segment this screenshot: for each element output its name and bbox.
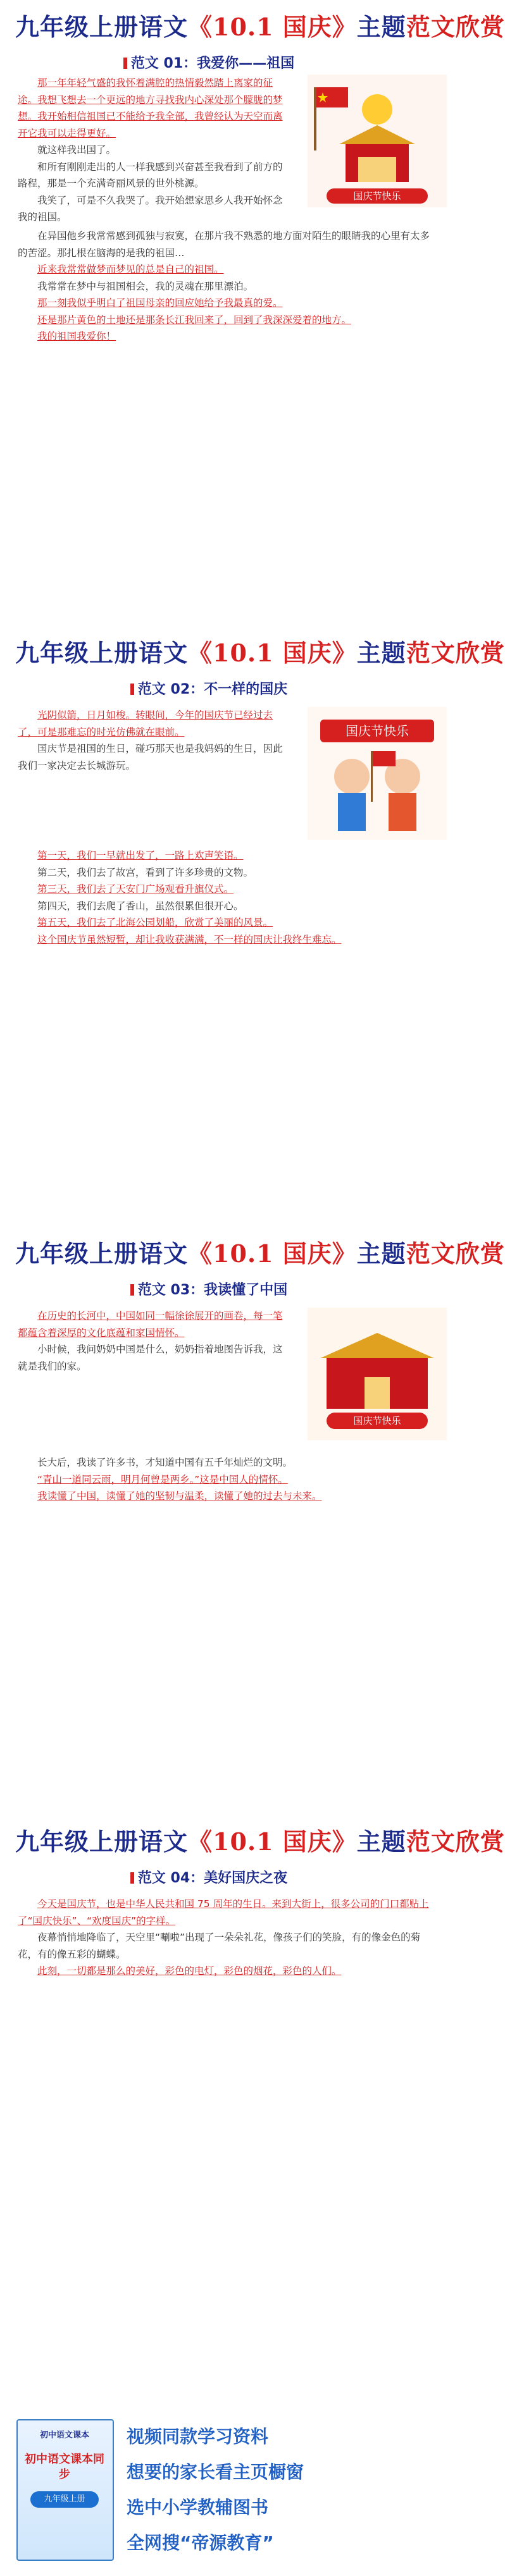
book-title: 初中语文课本同步 (25, 2453, 104, 2481)
national-day-illustration (308, 1308, 447, 1440)
title-part: 主题 (356, 1827, 406, 1856)
essay-title-text: 范文 03：我读懂了中国 (137, 1282, 288, 1298)
title-part: 范文欣赏 (406, 1827, 505, 1856)
section-title (15, 1826, 505, 1858)
paragraph: 第五天，我们去了北海公园划船，欣赏了美丽的风景。 (37, 917, 273, 928)
paragraph: 这个国庆节虽然短暂，却让我收获满满，不一样的国庆让我终生难忘。 (37, 933, 342, 945)
art-label: 国庆节快乐 (346, 723, 409, 739)
promo-line: 选中小学教辅图书 (127, 2497, 269, 2518)
paragraph: 此刻，一切都是那么的美好，彩色的电灯，彩色的烟花，彩色的人们。 (37, 1965, 342, 1977)
essay-title-text: 范文 01：我爱你——祖国 (130, 56, 295, 71)
essay-body (18, 1896, 438, 1980)
paragraph: 小时候，我问奶奶中国是什么，奶奶指着地图告诉我，这就是我们的家。 (18, 1344, 283, 1372)
book-grade: 九年级上册 (30, 2491, 99, 2508)
promo-line: 全网搜“帝源教育” (127, 2532, 274, 2553)
title-part: 九年级上册语文 (15, 1239, 189, 1268)
title-part: 范文欣赏 (406, 1239, 505, 1268)
paragraph: 和所有刚刚走出的人一样我感到兴奋甚至我看到了前方的路程，那是一个充满奇丽风景的世外桃源。 (18, 161, 283, 189)
paragraph: 我笑了，可是不久我哭了。我开始想家思乡人我开始怀念我的祖国。 (18, 194, 283, 223)
essay-title (108, 1869, 310, 1888)
title-part: 主题 (356, 639, 406, 667)
essay-body-cont (18, 228, 438, 345)
essay-body-cont (18, 847, 438, 948)
essay-title (108, 1281, 310, 1300)
title-part: 九年级上册语文 (15, 639, 189, 667)
title-part: 范文欣赏 (406, 13, 505, 41)
title-part: 《10.1 国庆》 (188, 1239, 357, 1268)
title-part: 九年级上册语文 (15, 1827, 189, 1856)
paragraph: 那一年年轻气盛的我怀着满腔的热情毅然踏上离家的征途。我想飞想去一个更远的地方寻找我内心深处那个朦胧的梦想。我开始相信祖国已不能给予我全部，我曾经认为天空而离开它我可以走得更好。 (18, 77, 283, 139)
paragraph: 就这样我出国了。 (37, 144, 116, 156)
paragraph: 那一刻我似乎明白了祖国母亲的回应她给予我最真的爱。 (37, 297, 283, 309)
promo-footer (0, 2409, 456, 2576)
title-part: 《10.1 国庆》 (188, 13, 357, 41)
essay-section-2 (0, 626, 505, 1227)
national-day-illustration (308, 707, 447, 840)
paragraph: 长大后，我读了许多书，才知道中国有五千年灿烂的文明。 (37, 1457, 293, 1468)
paragraph: 国庆节是祖国的生日，碰巧那天也是我妈妈的生日，因此我们一家决定去长城游玩。 (18, 743, 283, 771)
essay-body (18, 707, 290, 774)
essay-section-4 (0, 1815, 505, 2409)
paragraph: 近来我常常做梦而梦见的总是自己的祖国。 (37, 264, 224, 275)
promo-line: 视频同款学习资料 (127, 2426, 269, 2447)
title-part: 《10.1 国庆》 (188, 639, 357, 667)
paragraph: 第一天，我们一早就出发了，一路上欢声笑语。 (37, 850, 244, 861)
paragraph: 还是那片黄色的土地还是那条长江我回来了，回到了我深深爱着的地方。 (37, 314, 352, 326)
section-title (15, 637, 505, 669)
art-label: 国庆节快乐 (353, 1415, 401, 1426)
paragraph: 我常常在梦中与祖国相会，我的灵魂在那里漂泊。 (37, 280, 254, 292)
essay-title (108, 680, 310, 699)
section-title (15, 11, 505, 43)
paragraph: 我的祖国我爱你！ (37, 331, 116, 342)
paragraph: 第三天，我们去了天安门广场观看升旗仪式。 (37, 883, 234, 895)
paragraph: 第二天，我们去了故宫，看到了许多珍贵的文物。 (37, 866, 254, 878)
book-top: 初中语文课本 (39, 2431, 89, 2440)
paragraph: 在历史的长河中，中国如同一幅徐徐展开的画卷，每一笔都蕴含着深厚的文化底蕴和家国情怀。 (18, 1310, 283, 1339)
essay-title-text: 范文 04：美好国庆之夜 (137, 1870, 288, 1886)
section-title (15, 1238, 505, 1270)
paragraph: 在异国他乡我常常感到孤独与寂寞，在那片我不熟悉的地方面对陌生的眼睛我的心里有太多的苦涩。那扎根在脑海的是我的祖国… (18, 230, 430, 259)
paragraph: 第四天，我们去爬了香山，虽然很累但很开心。 (37, 900, 244, 912)
essay-body-cont (18, 1454, 438, 1505)
paragraph: 我读懂了中国，读懂了她的坚韧与温柔，读懂了她的过去与未来。 (37, 1490, 322, 1502)
essay-title-text: 范文 02：不一样的国庆 (137, 682, 288, 697)
title-part: 九年级上册语文 (15, 13, 189, 41)
essay-section-1 (0, 0, 505, 626)
essay-body (18, 1308, 290, 1375)
art-label: 国庆节快乐 (353, 190, 401, 202)
essay-section-3 (0, 1227, 505, 1815)
promo-line: 想要的家长看主页橱窗 (127, 2462, 304, 2482)
book-cover (16, 2419, 114, 2561)
paragraph: “青山一道同云雨，明月何曾是两乡。”这是中国人的情怀。 (37, 1473, 288, 1485)
title-part: 主题 (356, 1239, 406, 1268)
title-part: 《10.1 国庆》 (188, 1827, 357, 1856)
essay-title (108, 54, 310, 73)
paragraph: 夜幕悄悄地降临了，天空里“唰啦”出现了一朵朵礼花，像孩子们的笑脸，有的像金色的菊花，有的像五彩的蝴蝶。 (18, 1932, 421, 1960)
national-day-illustration (308, 75, 447, 207)
paragraph: 光阴似箭，日月如梭。转眼间，今年的国庆节已经过去了，可是那难忘的时光仿佛就在眼前。 (18, 709, 273, 738)
paragraph: 今天是国庆节，也是中华人民共和国 75 周年的生日。来到大街上，很多公司的门口都贴上了“国庆快乐”、“欢度国庆”的字样。 (18, 1898, 429, 1927)
essay-body (18, 75, 290, 226)
title-part: 主题 (356, 13, 406, 41)
title-part: 范文欣赏 (406, 639, 505, 667)
